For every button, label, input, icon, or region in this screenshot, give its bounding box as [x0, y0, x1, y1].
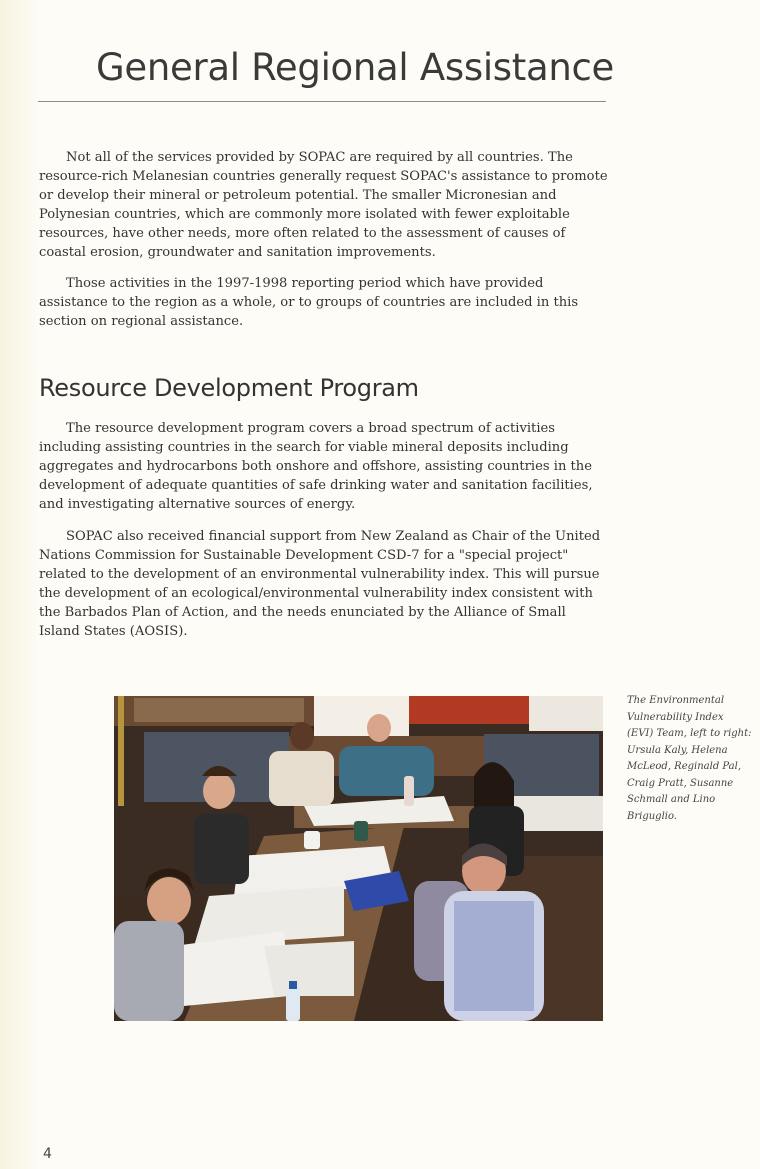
section-heading: Resource Development Program — [39, 374, 419, 402]
section-paragraph-1: The resource development program covers a broad spectrum of activities including assisting countries in the search for viable mineral deposits including aggregates and hydrocarbons both onshore and offshore, assisting countries in the development of adequate quantities of safe drinking water and sanitation facilities, and investigating alternative sources of energy. — [39, 421, 593, 512]
page-number: 4 — [43, 1146, 52, 1162]
intro-paragraph-2: Those activities in the 1997-1998 reporting period which have provided assistance to the region as a whole, or to groups of countries are included in this section on regional assistance. — [39, 276, 579, 329]
photo-caption: The Environmental Vulnerability Index (EVI) Team, left to right: Ursula Kaly, Helena McLeod, Reginald Pal, Craig Pratt, Susanne Schmall and Lino Briguglio. — [627, 695, 752, 822]
page-edge-shade — [0, 0, 40, 1169]
intro-paragraph-1: Not all of the services provided by SOPAC are required by all countries. The resource-rich Melanesian countries generally request SOPAC's assistance to promote or develop their mineral or petroleum potential. The smaller Micronesian and Polynesian countries, which are commonly more isolated with fewer exploitable resources, have other needs, more often related to the assessment of causes of coastal erosion, groundwater and sanitation improvements. — [39, 150, 608, 260]
team-photo — [114, 696, 603, 1021]
title-divider — [38, 101, 606, 102]
page-title: General Regional Assistance — [96, 46, 615, 89]
team-photo-illustration — [114, 696, 603, 1021]
section-paragraph-2: SOPAC also received financial support from New Zealand as Chair of the United Nations Commission for Sustainable Development CSD-7 for a "special project" related to the development of an environmental vulnerability index. This will pursue the development of an ecological/environmental vulnerability index consistent with the Barbados Plan of Action, and the needs enunciated by the Alliance of Small Island States (AOSIS). — [39, 529, 601, 639]
